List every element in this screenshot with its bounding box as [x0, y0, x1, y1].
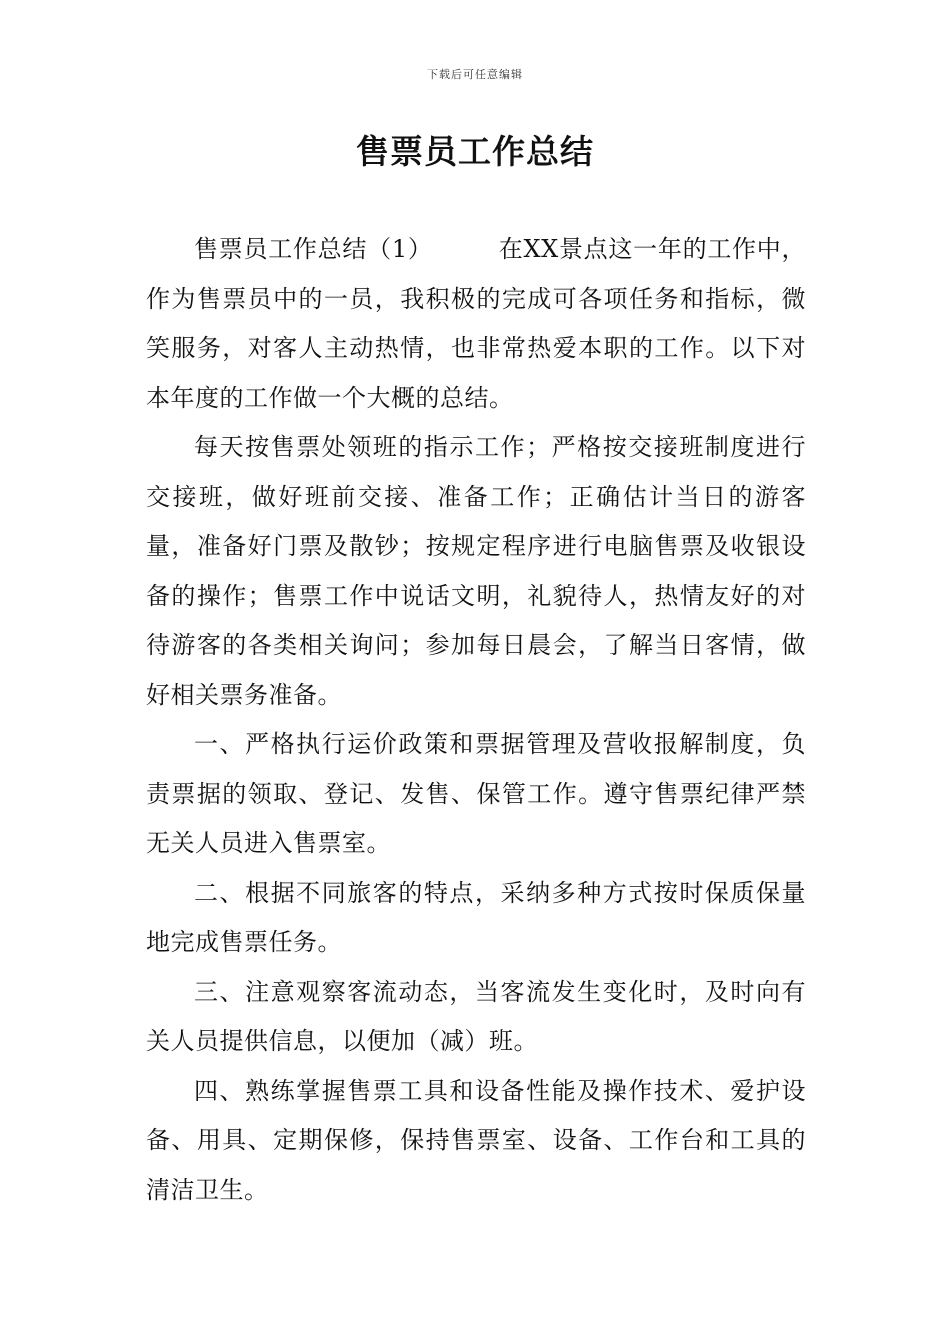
paragraph-1-text: 在XX景点这一年的工作中，作为售票员中的一员，我积极的完成可各项任务和指标，微笑服务，对客人主动热情，也非常热爱本职的工作。以下对本年度的工作做一个大概的总结。 — [146, 235, 807, 412]
header-note: 下载后可任意编辑 — [427, 68, 523, 81]
paragraph-5: 三、注意观察客流动态，当客流发生变化时，及时向有关人员提供信息，以便加（减）班。 — [146, 977, 806, 1055]
document-title: 售票员工作总结 — [356, 132, 594, 171]
paragraph-4: 二、根据不同旅客的特点，采纳多种方式按时保质保量地完成售票任务。 — [146, 878, 806, 956]
paragraph-2: 每天按售票处领班的指示工作；严格按交接班制度进行交接班，做好班前交接、准备工作；正确估计当日的游客量，准备好门票及散钞；按规定程序进行电脑售票及收银设备的操作；售票工作中说话文明，礼貌待人，热情友好的对待游客的各类相关询问；参加每日晨会，了解当日客情，做好相关票务准备。 — [146, 433, 806, 709]
document-body — [146, 225, 806, 1215]
paragraph-1-lead: 售票员工作总结（1） — [194, 235, 433, 263]
paragraph-6: 四、熟练掌握售票工具和设备性能及操作技术、爱护设备、用具、定期保修，保持售票室、设备、工作台和工具的清洁卫生。 — [146, 1076, 806, 1204]
paragraph-3: 一、严格执行运价政策和票据管理及营收报解制度，负责票据的领取、登记、发售、保管工作。遵守售票纪律严禁无关人员进入售票室。 — [146, 730, 806, 857]
paragraph-1 — [146, 225, 806, 423]
